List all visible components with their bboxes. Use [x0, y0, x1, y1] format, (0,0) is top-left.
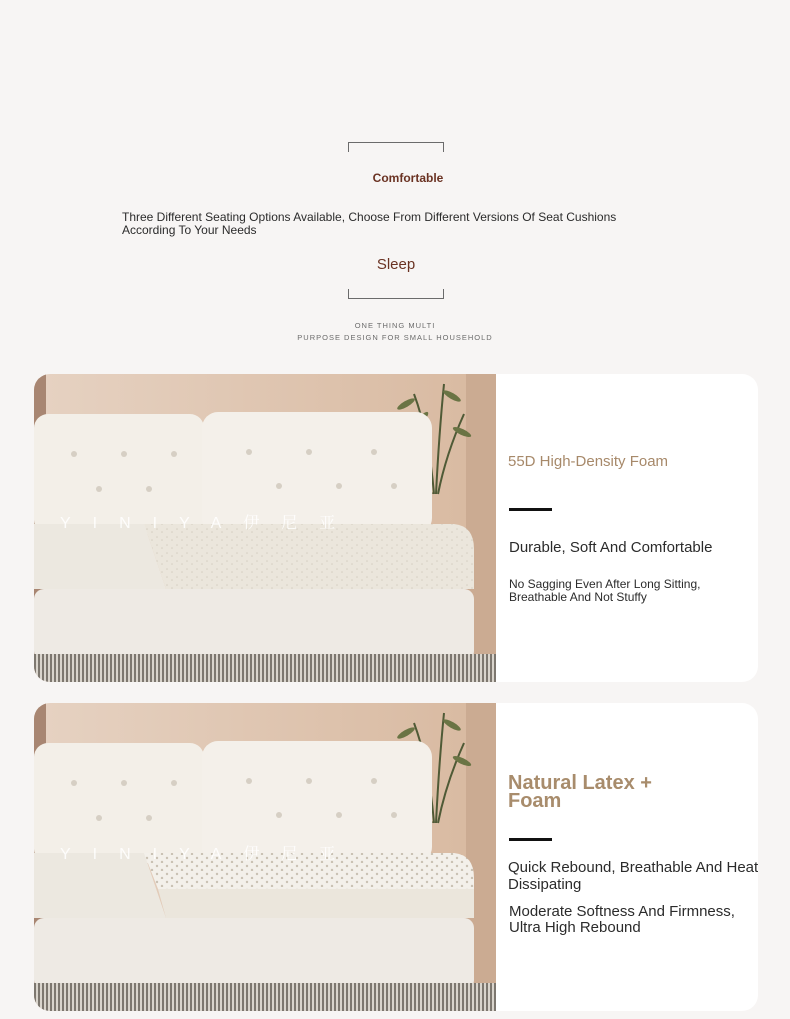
header-description: Three Different Seating Options Available, Choose From Different Versions Of Seat Cushions According To Your Needs: [122, 210, 617, 237]
header-tagline-line2: PURPOSE DESIGN FOR SMALL HOUSEHOLD: [297, 333, 493, 342]
title-underline: [509, 508, 552, 511]
header-tagline-line1: ONE THING MULTI: [354, 321, 436, 330]
header-comfortable-label: Comfortable: [372, 171, 444, 185]
header-sleep-label: Sleep: [376, 256, 416, 273]
card-note-foam: No Sagging Even After Long Sitting, Breathable And Not Stuffy: [509, 577, 701, 604]
card-title-foam: 55D High-Density Foam: [508, 453, 669, 470]
card-title-latex: Natural Latex + Foam: [508, 772, 652, 812]
header-bracket-bottom: [348, 289, 444, 299]
watermark-brand: YINIYA伊尼亚: [60, 515, 358, 532]
watermark-brand: YINIYA伊尼亚: [60, 846, 358, 863]
card-note-latex: Moderate Softness And Firmness, Ultra High Rebound: [509, 903, 735, 936]
header-bracket-top: [348, 142, 444, 152]
feature-card-latex: [34, 703, 758, 1011]
card-subtitle-latex: Quick Rebound, Breathable And Heat Dissipating: [508, 859, 758, 893]
title-underline: [509, 838, 552, 841]
feature-card-foam: [34, 374, 758, 682]
card-subtitle-foam: Durable, Soft And Comfortable: [509, 539, 713, 556]
